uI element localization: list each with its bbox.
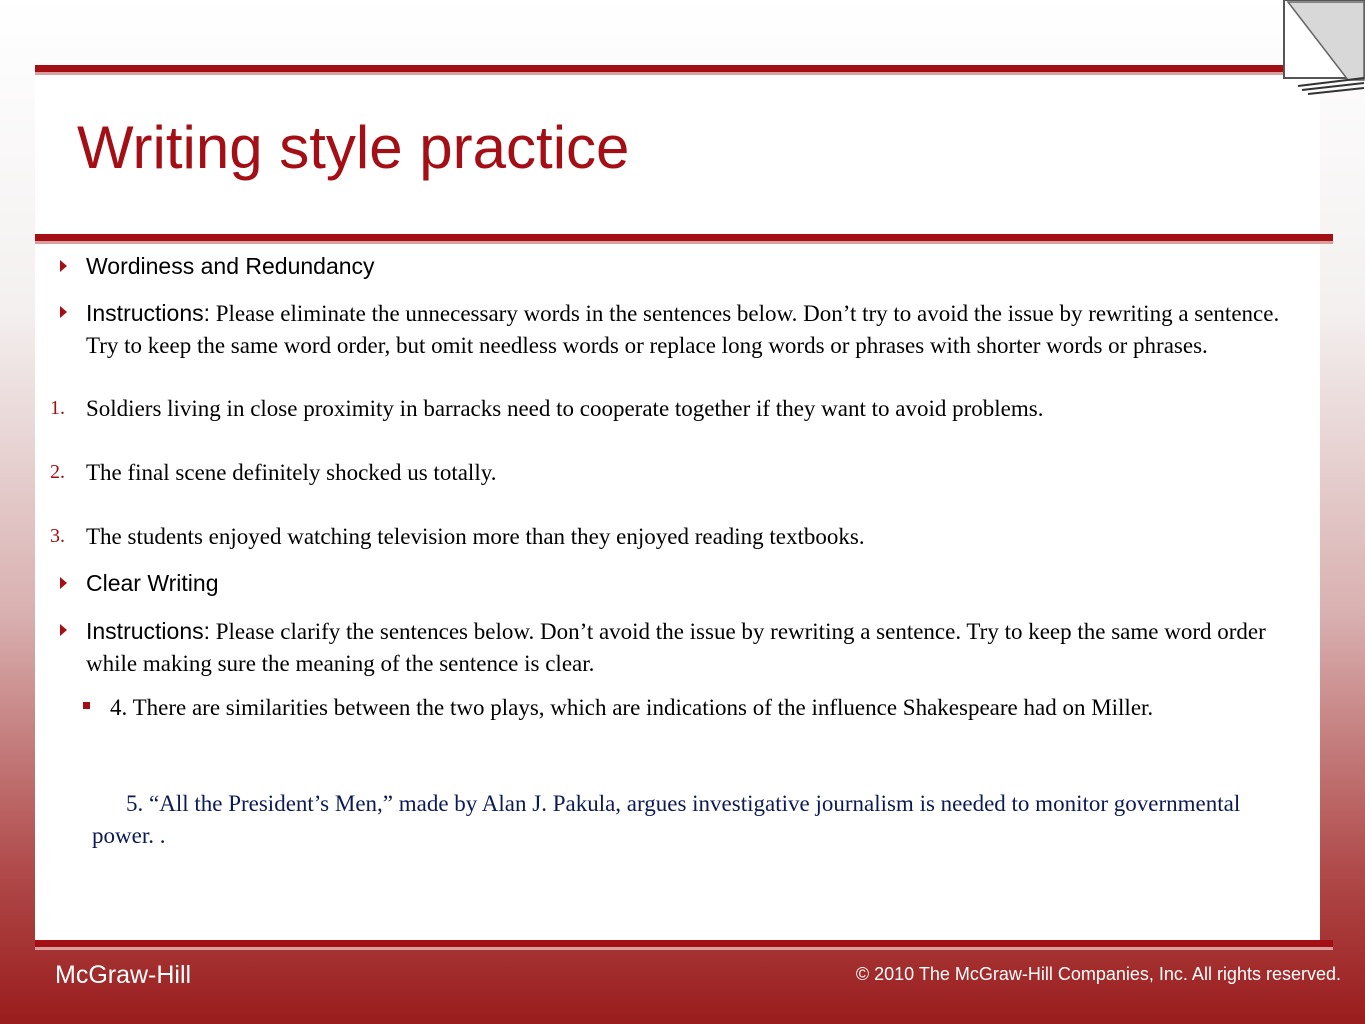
title-rule [35,234,1333,241]
instructions-text: Please eliminate the unnecessary words in the sentences below. Don’t try to avoid the issue by rewriting a sentence. Try to keep the same word order, but omit needless words or replace long words or phrases with shorter words or phrases. [86,301,1280,358]
section1-instructions [86,297,1301,362]
item-number-3: 3. [50,525,65,547]
item-text-4: 4. There are similarities between the two plays, which are indications of the influence Shakespeare had on Miller. [110,695,1154,720]
page-curl-icon [1278,0,1365,95]
triangle-bullet-icon [60,260,67,272]
item-text-1: Soldiers living in close proximity in barracks need to cooperate together if they want to avoid problems. [86,396,1044,421]
bottom-rule [35,940,1333,947]
section2-heading: Clear Writing [86,570,219,596]
square-bullet-icon [83,702,90,709]
item-text-3: The students enjoyed watching television more than they enjoyed reading textbooks. [86,524,865,549]
slide-title: Writing style practice [77,114,630,181]
triangle-bullet-icon [60,624,67,636]
section2-instructions [86,615,1301,680]
publisher-name: McGraw-Hill [55,961,192,989]
item-number-1: 1. [50,397,65,419]
item-text-5: 5. “All the President’s Men,” made by Alan J. Pakula, argues investigative journalism is needed to monitor governmental power. . [92,791,1241,848]
section1-heading: Wordiness and Redundancy [86,253,375,279]
item-number-2: 2. [50,461,65,483]
copyright-notice: © 2010 The McGraw-Hill Companies, Inc. All rights reserved. [855,964,1341,984]
item-text-2: The final scene definitely shocked us totally. [86,460,497,485]
triangle-bullet-icon [60,306,67,318]
top-rule [35,65,1285,72]
instructions-label: Instructions: [86,300,210,326]
instructions-label: Instructions: [86,618,210,644]
instructions-text: Please clarify the sentences below. Don’t avoid the issue by rewriting a sentence. Try to keep the same word order while making sure the meaning of the sentence is clear. [86,619,1266,676]
triangle-bullet-icon [60,577,67,589]
